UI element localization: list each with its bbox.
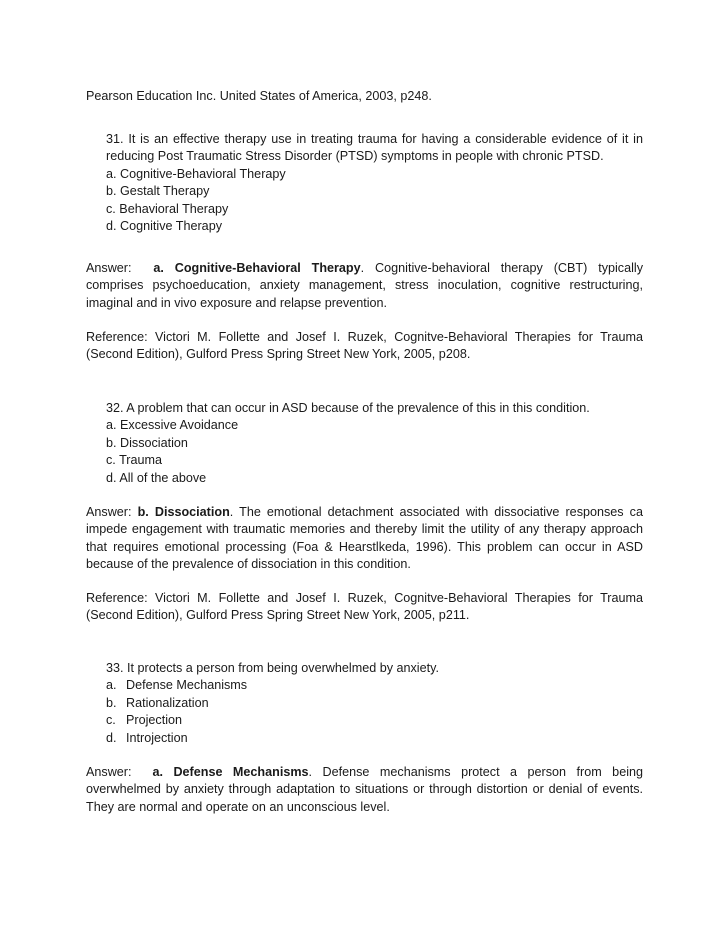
option-d: d. Cognitive Therapy (106, 219, 222, 234)
option-c: c. Trauma (106, 453, 162, 468)
question-31 (106, 131, 643, 235)
option-a: a. Cognitive-Behavioral Therapy (106, 166, 286, 181)
intro-reference: Pearson Education Inc. United States of America, 2003, p248. (86, 89, 432, 103)
question-32 (106, 400, 643, 487)
option-d: d. All of the above (106, 470, 207, 485)
answer-key: a. Defense Mechanisms (152, 765, 309, 779)
answer-33: Answer: a. Defense Mechanisms. Defense mechanisms protect a person from being overwhelmed by anxiety through adaptation to situations or through distortion or denial of events. They are normal and operate on an unconscious level. (86, 765, 643, 814)
answer-key: a. Cognitive-Behavioral Therapy (153, 261, 361, 275)
option-d: d. Introjection (106, 730, 188, 745)
option-a: a. Excessive Avoidance (106, 418, 239, 433)
option-c: c. Projection (106, 713, 183, 728)
answer-32: Answer: b. Dissociation. The emotional detachment associated with dissociative responses ca impede engagement with traumatic memories and thereby limit the utility of any therapy approach that requires emotional processing (Foa & Hearstlkeda, 1996). This problem can occur in ASD because of the prevalence of dissociation in this condition. (86, 505, 643, 572)
answer-31: Answer: a. Cognitive-Behavioral Therapy. Cognitive-behavioral therapy (CBT) typically comprises psychoeducation, anxiety management, stress inoculation, cognitive restructuring, imaginal and in vivo exposure and relapse prevention. (86, 261, 643, 310)
question-stem: 33. It protects a person from being overwhelmed by anxiety. (106, 661, 439, 675)
question-stem: 31. It is an effective therapy use in treating trauma for having a considerable evidence of it in reducing Post Traumatic Stress Disorder (PTSD) symptoms in people with chronic PTSD. (106, 132, 643, 164)
option-b: b. Rationalization (106, 695, 209, 710)
reference-31: Reference: Victori M. Follette and Josef I. Ruzek, Cognitve-Behavioral Therapies for Trauma (Second Edition), Gulford Press Spring Street New York, 2005, p208. (86, 330, 643, 362)
answer-key: b. Dissociation (137, 505, 230, 519)
reference-32: Reference: Victori M. Follette and Josef I. Ruzek, Cognitve-Behavioral Therapies for Trauma (Second Edition), Gulford Press Spring Street New York, 2005, p211. (86, 591, 643, 623)
option-list (106, 677, 643, 747)
question-stem: 32. A problem that can occur in ASD because of the prevalence of this in this condition. (106, 401, 590, 415)
option-b: b. Dissociation (106, 435, 188, 450)
question-33 (106, 660, 643, 747)
option-b: b. Gestalt Therapy (106, 184, 210, 199)
option-a: a. Defense Mechanisms (106, 678, 248, 693)
option-c: c. Behavioral Therapy (106, 201, 229, 216)
